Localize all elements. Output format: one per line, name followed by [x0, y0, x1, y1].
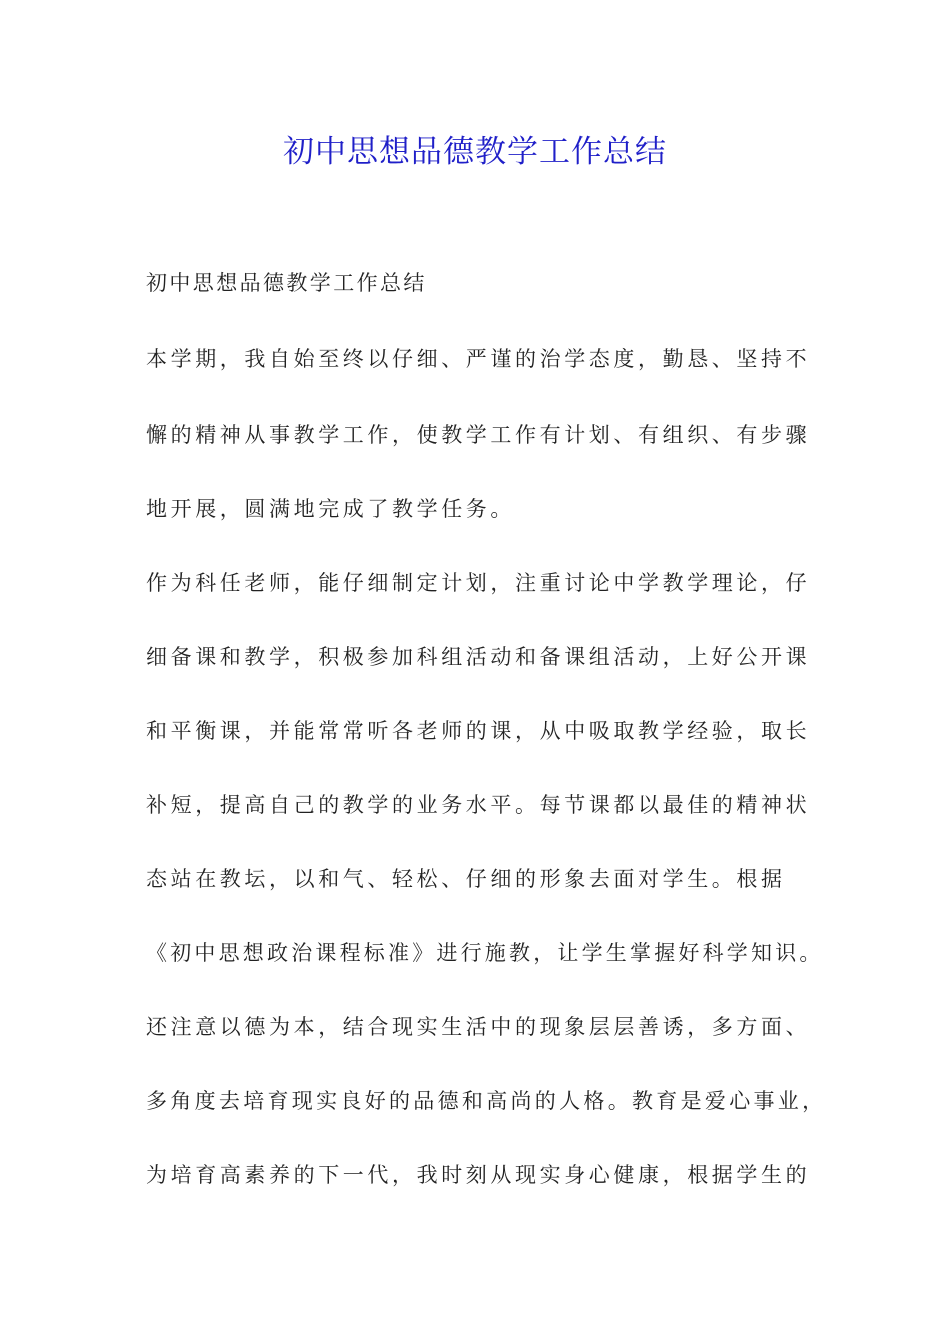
body-line: 还注意以德为本，结合现实生活中的现象层层善诱，多方面、	[146, 1015, 811, 1039]
body-line: 作为科任老师，能仔细制定计划，注重讨论中学教学理论，仔	[146, 571, 811, 595]
body-line: 《初中思想政治课程标准》进行施教，让学生掌握好科学知识。	[146, 941, 824, 965]
subtitle-line: 初中思想品德教学工作总结	[146, 271, 427, 295]
body-line: 懈的精神从事教学工作，使教学工作有计划、有组织、有步骤	[146, 423, 811, 447]
document-title: 初中思想品德教学工作总结	[283, 134, 667, 170]
body-line: 多角度去培育现实良好的品德和高尚的人格。教育是爱心事业，	[146, 1089, 827, 1113]
body-line: 地开展，圆满地完成了教学任务。	[146, 497, 515, 521]
body-line: 细备课和教学，积极参加科组活动和备课组活动，上好公开课	[146, 645, 811, 669]
body-line: 本学期，我自始至终以仔细、严谨的治学态度，勤恳、坚持不	[146, 347, 811, 371]
body-line: 为培育高素养的下一代，我时刻从现实身心健康，根据学生的	[146, 1163, 811, 1187]
body-line: 和平衡课，并能常常听各老师的课，从中吸取教学经验，取长	[146, 719, 811, 743]
body-line: 态站在教坛，以和气、轻松、仔细的形象去面对学生。根据	[146, 867, 786, 891]
body-line: 补短，提高自己的教学的业务水平。每节课都以最佳的精神状	[146, 793, 811, 817]
